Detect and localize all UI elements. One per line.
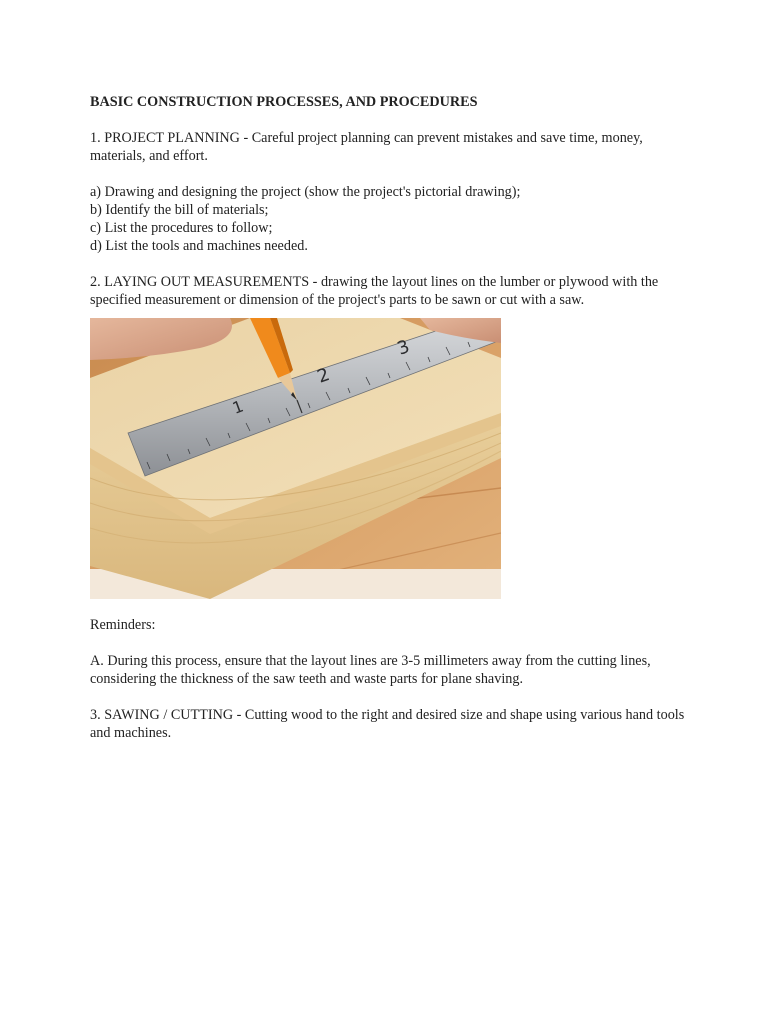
ruler-number: 1 (229, 396, 246, 418)
list-item: a) Drawing and designing the project (show the project's pictorial drawing); (90, 184, 521, 200)
list-item: b) Identify the bill of materials; (90, 202, 269, 218)
project-planning-list (90, 183, 690, 255)
ruler-number: 2 (314, 364, 333, 388)
list-item: d) List the tools and machines needed. (90, 238, 308, 254)
project-planning-paragraph: 1. PROJECT PLANNING - Careful project planning can prevent mistakes and save time, money, materials, and effort. (90, 130, 643, 164)
ruler-on-wood-photo (90, 318, 501, 599)
document-body (90, 93, 690, 760)
laying-out-paragraph: 2. LAYING OUT MEASUREMENTS - drawing the layout lines on the lumber or plywood with the specified measurement or dimension of the project's parts to be sawn or cut with a saw. (90, 274, 659, 308)
sawing-cutting-paragraph: 3. SAWING / CUTTING - Cutting wood to the right and desired size and shape using various hand tools and machines. (90, 707, 685, 741)
reminders-label: Reminders: (90, 617, 156, 633)
document-title: BASIC CONSTRUCTION PROCESSES, AND PROCEDURES (90, 94, 478, 110)
ruler-number: 3 (394, 336, 413, 360)
reminder-a-paragraph: A. During this process, ensure that the layout lines are 3-5 millimeters away from the cutting lines, considering the thickness of the saw teeth and waste parts for plane shaving. (90, 653, 651, 687)
list-item: c) List the procedures to follow; (90, 220, 273, 236)
